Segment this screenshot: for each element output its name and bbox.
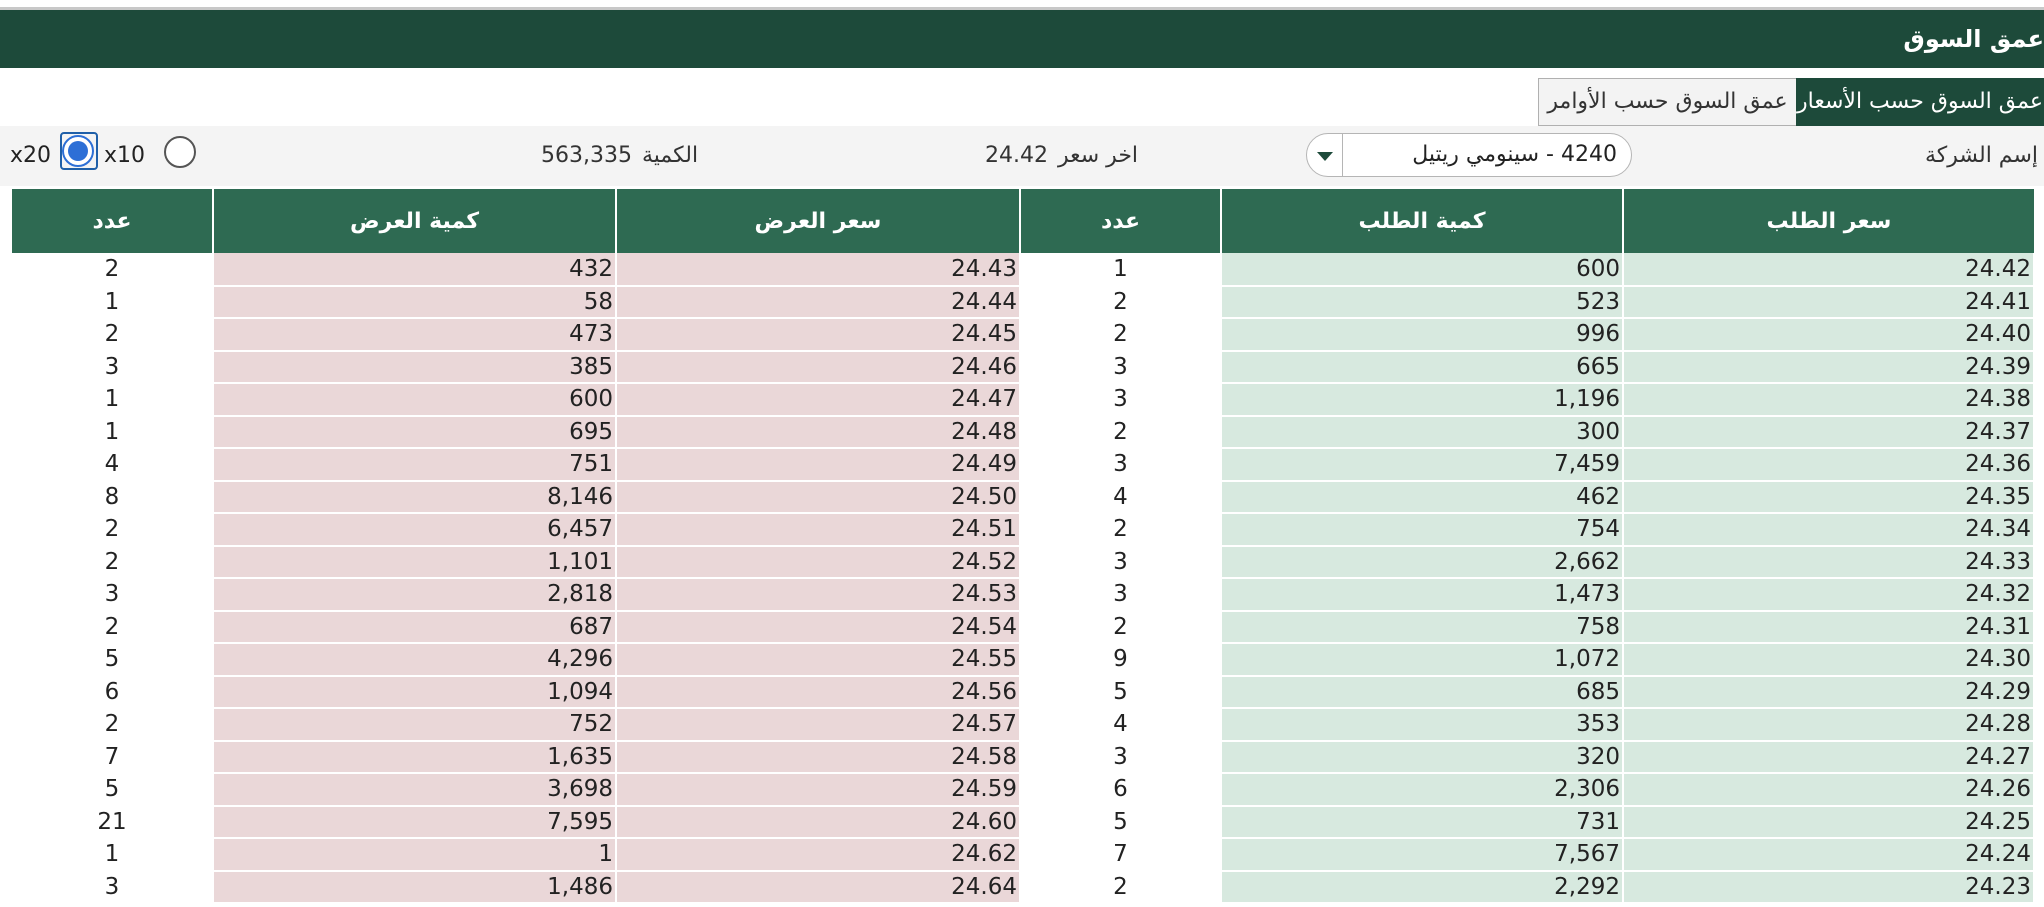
last-price-label: اخر سعر: [1058, 143, 1139, 168]
bid-price-cell: 24.37: [1623, 416, 2034, 449]
bid-quantity-cell: 600: [1221, 253, 1623, 286]
table-row: [12, 611, 2034, 644]
col-ask-count: عدد: [12, 189, 213, 253]
table-row: [12, 383, 2034, 416]
ask-quantity-cell: 4,296: [213, 643, 616, 676]
bid-quantity-cell: 731: [1221, 806, 1623, 839]
ask-count-cell: 2: [12, 513, 213, 546]
table-row: [12, 318, 2034, 351]
ask-count-cell: 2: [12, 318, 213, 351]
ask-quantity-cell: 2,818: [213, 578, 616, 611]
ask-price-cell: 24.58: [616, 741, 1020, 774]
ask-price-cell: 24.59: [616, 773, 1020, 806]
company-label: إسم الشركة: [1924, 143, 2038, 168]
bid-price-cell: 24.28: [1623, 708, 2034, 741]
bid-count-cell: 5: [1020, 806, 1221, 839]
table-row: [12, 643, 2034, 676]
bid-price-cell: 24.29: [1623, 676, 2034, 709]
bid-price-cell: 24.30: [1623, 643, 2034, 676]
bid-price-cell: 24.39: [1623, 351, 2034, 384]
bid-count-cell: 5: [1020, 676, 1221, 709]
bid-count-cell: 3: [1020, 546, 1221, 579]
table-row: [12, 773, 2034, 806]
table-row: [12, 838, 2034, 871]
bid-count-cell: 4: [1020, 481, 1221, 514]
ask-price-cell: 24.54: [616, 611, 1020, 644]
ask-count-cell: 2: [12, 546, 213, 579]
ask-count-cell: 7: [12, 741, 213, 774]
chevron-down-icon: [1317, 152, 1333, 161]
ask-count-cell: 1: [12, 383, 213, 416]
radio-selected-dot: [68, 141, 88, 161]
ask-count-cell: 5: [12, 643, 213, 676]
table-row: [12, 578, 2034, 611]
ask-count-cell: 1: [12, 286, 213, 319]
ask-count-cell: 2: [12, 708, 213, 741]
col-ask-price: سعر العرض: [616, 189, 1020, 253]
ask-quantity-cell: 1,486: [213, 871, 616, 904]
bid-price-cell: 24.36: [1623, 448, 2034, 481]
ask-quantity-cell: 1,101: [213, 546, 616, 579]
ask-price-cell: 24.46: [616, 351, 1020, 384]
bid-quantity-cell: 7,567: [1221, 838, 1623, 871]
bid-quantity-cell: 754: [1221, 513, 1623, 546]
table-row: [12, 481, 2034, 514]
ask-price-cell: 24.49: [616, 448, 1020, 481]
ask-price-cell: 24.50: [616, 481, 1020, 514]
bid-quantity-cell: 320: [1221, 741, 1623, 774]
ask-count-cell: 5: [12, 773, 213, 806]
radio-x20[interactable]: [62, 135, 94, 167]
bid-price-cell: 24.41: [1623, 286, 2034, 319]
ask-count-cell: 4: [12, 448, 213, 481]
col-bid-count: عدد: [1020, 189, 1221, 253]
ask-price-cell: 24.45: [616, 318, 1020, 351]
ask-quantity-cell: 473: [213, 318, 616, 351]
bid-quantity-cell: 300: [1221, 416, 1623, 449]
bid-count-cell: 3: [1020, 351, 1221, 384]
quantity-label: الكمية: [642, 143, 699, 168]
ask-count-cell: 1: [12, 838, 213, 871]
ask-quantity-cell: 385: [213, 351, 616, 384]
table-header-row: [12, 189, 2034, 253]
bid-price-cell: 24.25: [1623, 806, 2034, 839]
ask-price-cell: 24.48: [616, 416, 1020, 449]
ask-count-cell: 2: [12, 611, 213, 644]
ask-price-cell: 24.64: [616, 871, 1020, 904]
table-row: [12, 351, 2034, 384]
bid-count-cell: 9: [1020, 643, 1221, 676]
table-row: [12, 676, 2034, 709]
ask-quantity-cell: 6,457: [213, 513, 616, 546]
ask-count-cell: 3: [12, 351, 213, 384]
ask-count-cell: 2: [12, 253, 213, 286]
ask-quantity-cell: 432: [213, 253, 616, 286]
ask-count-cell: 1: [12, 416, 213, 449]
bid-price-cell: 24.33: [1623, 546, 2034, 579]
ask-quantity-cell: 1,094: [213, 676, 616, 709]
table-row: [12, 448, 2034, 481]
bid-count-cell: 1: [1020, 253, 1221, 286]
bid-quantity-cell: 1,072: [1221, 643, 1623, 676]
ask-price-cell: 24.60: [616, 806, 1020, 839]
ask-quantity-cell: 600: [213, 383, 616, 416]
bid-price-cell: 24.38: [1623, 383, 2034, 416]
table-row: [12, 741, 2034, 774]
table-row: [12, 546, 2034, 579]
quantity-value: 563,335: [541, 143, 632, 168]
bid-price-cell: 24.24: [1623, 838, 2034, 871]
bid-quantity-cell: 996: [1221, 318, 1623, 351]
ask-quantity-cell: 695: [213, 416, 616, 449]
ask-quantity-cell: 751: [213, 448, 616, 481]
company-select-value: 4240 - سينومي ريتيل: [1412, 142, 1617, 167]
bid-price-cell: 24.23: [1623, 871, 2034, 904]
company-select[interactable]: [1306, 133, 1632, 177]
bid-quantity-cell: 2,292: [1221, 871, 1623, 904]
ask-price-cell: 24.52: [616, 546, 1020, 579]
ask-quantity-cell: 752: [213, 708, 616, 741]
bid-price-cell: 24.31: [1623, 611, 2034, 644]
ask-quantity-cell: 3,698: [213, 773, 616, 806]
page-title: عمق السوق: [1903, 25, 2044, 53]
ask-price-cell: 24.53: [616, 578, 1020, 611]
bid-quantity-cell: 353: [1221, 708, 1623, 741]
ask-count-cell: 6: [12, 676, 213, 709]
ask-price-cell: 24.43: [616, 253, 1020, 286]
bid-price-cell: 24.26: [1623, 773, 2034, 806]
col-ask-quantity: كمية العرض: [213, 189, 616, 253]
bid-count-cell: 3: [1020, 448, 1221, 481]
radio-x10[interactable]: [164, 136, 196, 168]
title-bar: [0, 10, 2044, 68]
bid-count-cell: 3: [1020, 578, 1221, 611]
bid-quantity-cell: 1,473: [1221, 578, 1623, 611]
ask-count-cell: 3: [12, 578, 213, 611]
ask-price-cell: 24.51: [616, 513, 1020, 546]
bid-count-cell: 2: [1020, 611, 1221, 644]
bid-quantity-cell: 1,196: [1221, 383, 1623, 416]
select-dropdown-button[interactable]: [1307, 134, 1343, 176]
market-depth-table: [12, 189, 2035, 904]
bid-quantity-cell: 665: [1221, 351, 1623, 384]
ask-price-cell: 24.56: [616, 676, 1020, 709]
col-bid-quantity: كمية الطلب: [1221, 189, 1623, 253]
ask-quantity-cell: 7,595: [213, 806, 616, 839]
bid-count-cell: 2: [1020, 513, 1221, 546]
table-row: [12, 871, 2034, 904]
col-bid-price: سعر الطلب: [1623, 189, 2034, 253]
bid-quantity-cell: 2,306: [1221, 773, 1623, 806]
bid-quantity-cell: 462: [1221, 481, 1623, 514]
bid-price-cell: 24.42: [1623, 253, 2034, 286]
ask-price-cell: 24.47: [616, 383, 1020, 416]
bid-count-cell: 2: [1020, 416, 1221, 449]
ask-count-cell: 8: [12, 481, 213, 514]
bid-count-cell: 2: [1020, 871, 1221, 904]
bid-price-cell: 24.32: [1623, 578, 2034, 611]
ask-quantity-cell: 687: [213, 611, 616, 644]
tab-depth-by-orders[interactable]: عمق السوق حسب الأوامر: [1538, 78, 1796, 126]
radio-x10-label: x10: [104, 143, 146, 168]
bid-count-cell: 2: [1020, 286, 1221, 319]
ask-price-cell: 24.57: [616, 708, 1020, 741]
table-row: [12, 708, 2034, 741]
last-price-value: 24.42: [985, 143, 1048, 168]
bid-price-cell: 24.35: [1623, 481, 2034, 514]
bid-quantity-cell: 7,459: [1221, 448, 1623, 481]
ask-quantity-cell: 8,146: [213, 481, 616, 514]
bid-quantity-cell: 523: [1221, 286, 1623, 319]
bid-price-cell: 24.40: [1623, 318, 2034, 351]
table-row: [12, 416, 2034, 449]
bid-quantity-cell: 685: [1221, 676, 1623, 709]
tab-depth-by-price[interactable]: عمق السوق حسب الأسعار: [1796, 78, 2044, 126]
bid-count-cell: 3: [1020, 383, 1221, 416]
table-row: [12, 286, 2034, 319]
ask-price-cell: 24.55: [616, 643, 1020, 676]
bid-count-cell: 4: [1020, 708, 1221, 741]
ask-quantity-cell: 1: [213, 838, 616, 871]
bid-price-cell: 24.27: [1623, 741, 2034, 774]
bid-count-cell: 7: [1020, 838, 1221, 871]
ask-price-cell: 24.62: [616, 838, 1020, 871]
ask-quantity-cell: 58: [213, 286, 616, 319]
table-row: [12, 253, 2034, 286]
bid-quantity-cell: 758: [1221, 611, 1623, 644]
ask-count-cell: 3: [12, 871, 213, 904]
ask-price-cell: 24.44: [616, 286, 1020, 319]
ask-count-cell: 21: [12, 806, 213, 839]
ask-quantity-cell: 1,635: [213, 741, 616, 774]
table-row: [12, 806, 2034, 839]
bid-count-cell: 2: [1020, 318, 1221, 351]
radio-x20-label: x20: [10, 143, 52, 168]
bid-count-cell: 3: [1020, 741, 1221, 774]
bid-quantity-cell: 2,662: [1221, 546, 1623, 579]
bid-count-cell: 6: [1020, 773, 1221, 806]
table-row: [12, 513, 2034, 546]
bid-price-cell: 24.34: [1623, 513, 2034, 546]
